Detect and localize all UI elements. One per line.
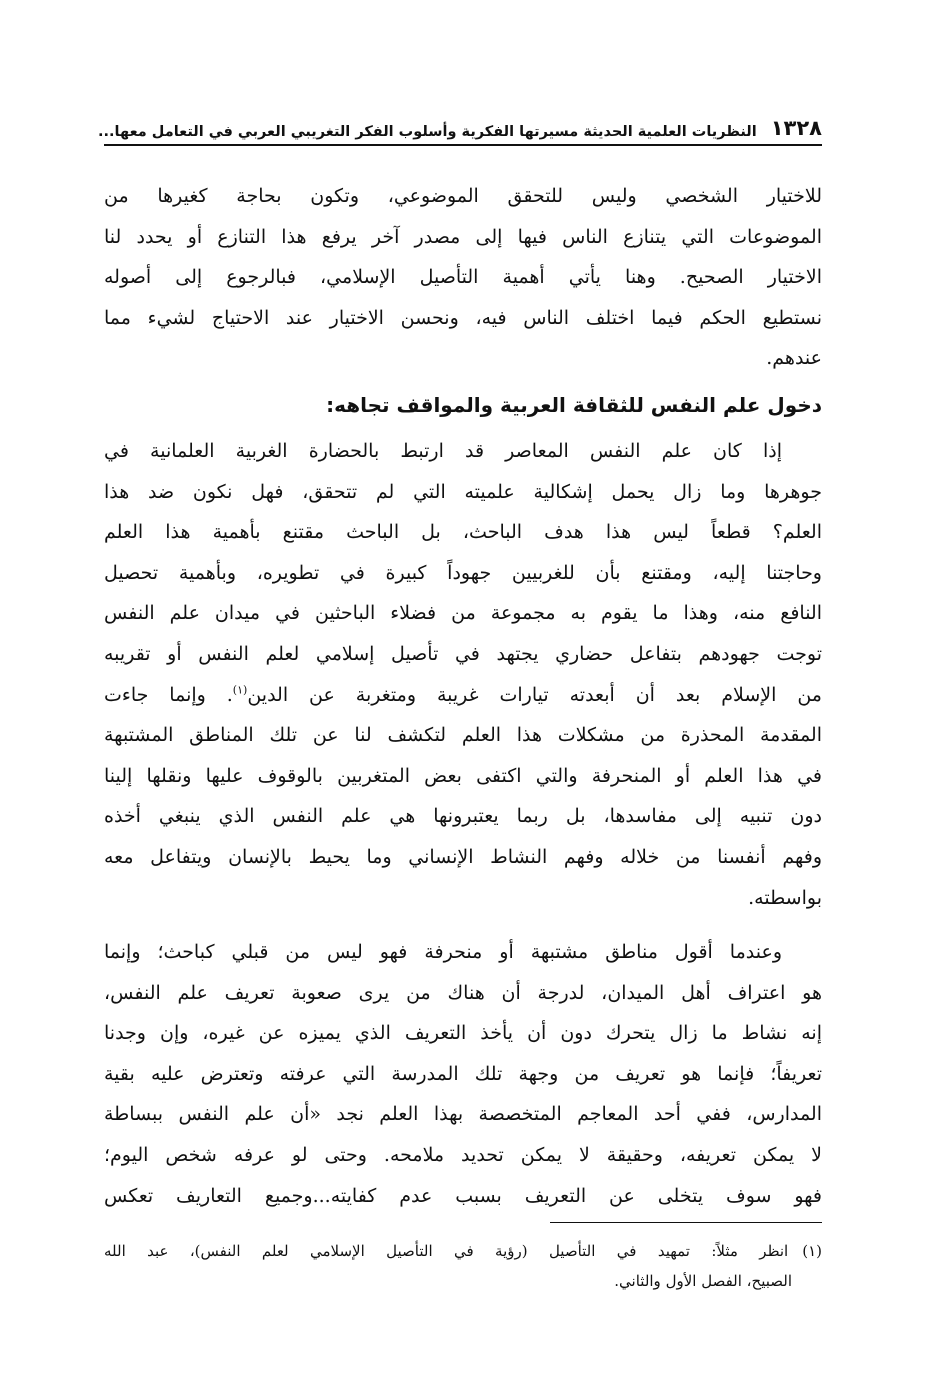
text-line: فهو سوف يتخلى عن التعريف بسبب عدم كفايته...وجميع التعاريف تعكس xyxy=(104,1184,822,1207)
text-line: جوهرها وما زال يحمل إشكالية علميته التي لم تتحقق، فهل نكون ضد هذا xyxy=(104,480,822,503)
paragraph-1 xyxy=(104,176,822,379)
body-text xyxy=(104,176,822,1216)
footnote-line: الصبيح، الفصل الأول والثاني. xyxy=(614,1272,792,1290)
text-line-with-footnote xyxy=(104,675,822,716)
text-line: للاختيار الشخصي وليس للتحقق الموضوعي، وتكون بحاجة كغيرها من xyxy=(104,185,822,207)
paragraph-3 xyxy=(104,932,822,1216)
text-line: وفهم أنفسنا من خلاله وفهم النشاط الإنساني وما يحيط بالإنسان ويتفاعل معه xyxy=(104,845,822,868)
section-heading: دخول علم النفس للثقافة العربية والمواقف تجاهه: xyxy=(326,392,822,417)
text-line: الاختيار الصحيح. وهنا يأتي أهمية التأصيل الإسلامي، فبالرجوع إلى أصوله xyxy=(104,266,822,289)
text-line: إنه نشاط ما زال يتحرك دون أن يأخذ التعريف الذي يميزه عن غيره، وإن وجدنا xyxy=(104,1022,822,1045)
text-line: العلم؟ قطعاً ليس هذا هدف الباحث، بل الباحث مقتنع بأهمية هذا العلم xyxy=(104,521,822,544)
running-header-title: النظريات العلمية الحديثة مسيرتها الفكرية وأسلوب الفكر التغريبي العربي في التعامل معها... xyxy=(98,124,757,140)
text-line: لا يمكن تعريفه، وحقيقة لا يمكن تحديد ملامحه. وحتى لو عرفه شخص اليوم؛ xyxy=(104,1144,822,1167)
text-line: المدارس، ففي أحد المعاجم المتخصصة بهذا العلم نجد «أن علم النفس ببساطة xyxy=(104,1103,822,1126)
text-line: نستطيع الحكم فيما اختلف الناس فيه، ونحسن الاختيار عند الاحتياج لشيء مما xyxy=(104,306,822,329)
text-line: النافع منه، وهذا ما يقوم به مجموعة من فضلاء الباحثين في ميدان علم النفس xyxy=(104,602,822,625)
footnote-number: (١) xyxy=(802,1242,822,1260)
text-line: في هذا العلم أو المنحرفة والتي اكتفى بعض المتغربين بالوقوف عليها ونقلها إلينا xyxy=(104,764,822,787)
text-line: الموضوعات التي يتنازع الناس فيها إلى مصدر آخر يرفع هذا التنازع أو يحدد لنا xyxy=(104,225,822,248)
text-segment: من الإسلام بعد أن أبعدته تيارات غريبة ومتغربة عن الدين xyxy=(247,683,822,706)
footnote-text: انظر مثلاً: تمهيد في التأصيل (رؤية في التأصيل الإسلامي لعلم النفس)، عبد الله xyxy=(104,1242,789,1260)
text-line: دون تنبيه إلى مفاسدها، بل ربما يعتبرونها هي علم النفس الذي ينبغي أخذه xyxy=(104,805,822,828)
paragraph-spacer xyxy=(104,918,822,932)
text-segment: . وإنما جاءت xyxy=(104,683,233,706)
paragraph-2 xyxy=(104,431,822,918)
text-line: إذا كان علم النفس المعاصر قد ارتبط بالحضارة الغربية العلمانية في xyxy=(104,439,782,462)
text-line: توجت جهودهم بتفاعل حضاري يجتهد في تأصيل إسلامي لعلم النفس أو تقريبه xyxy=(104,642,822,665)
footnote-reference[interactable]: (١) xyxy=(232,683,248,697)
footnote xyxy=(104,1236,822,1296)
text-line: وحاجتنا إليه، ومقتنع بأن للغربيين جهوداً كبيرة في تطويره، وبأهمية تحصيل xyxy=(104,561,822,584)
text-line: بواسطته. xyxy=(748,886,822,909)
text-line: عندهم. xyxy=(766,347,822,370)
running-header xyxy=(98,112,822,146)
text-line: وعندما أقول مناطق مشتبهة أو منحرفة فهو ليس من قبلي كباحث؛ وإنما xyxy=(104,941,782,964)
footnote-divider xyxy=(550,1222,822,1223)
text-line: تعريفاً؛ فإنما هو تعريف من وجهة تلك المدرسة التي عرفته وتعترض عليه بقية xyxy=(104,1062,822,1085)
text-line: المقدمة المحذرة من مشكلات هذا العلم لتكشف لنا عن تلك المناطق المشتبهة xyxy=(104,724,822,747)
text-line: هو اعتراف أهل الميدان، لدرجة أن هناك من يرى صعوبة تعريف علم النفس، xyxy=(104,981,822,1004)
footnote-line xyxy=(104,1236,822,1266)
page-number: ١٣٢٨ xyxy=(770,116,822,140)
